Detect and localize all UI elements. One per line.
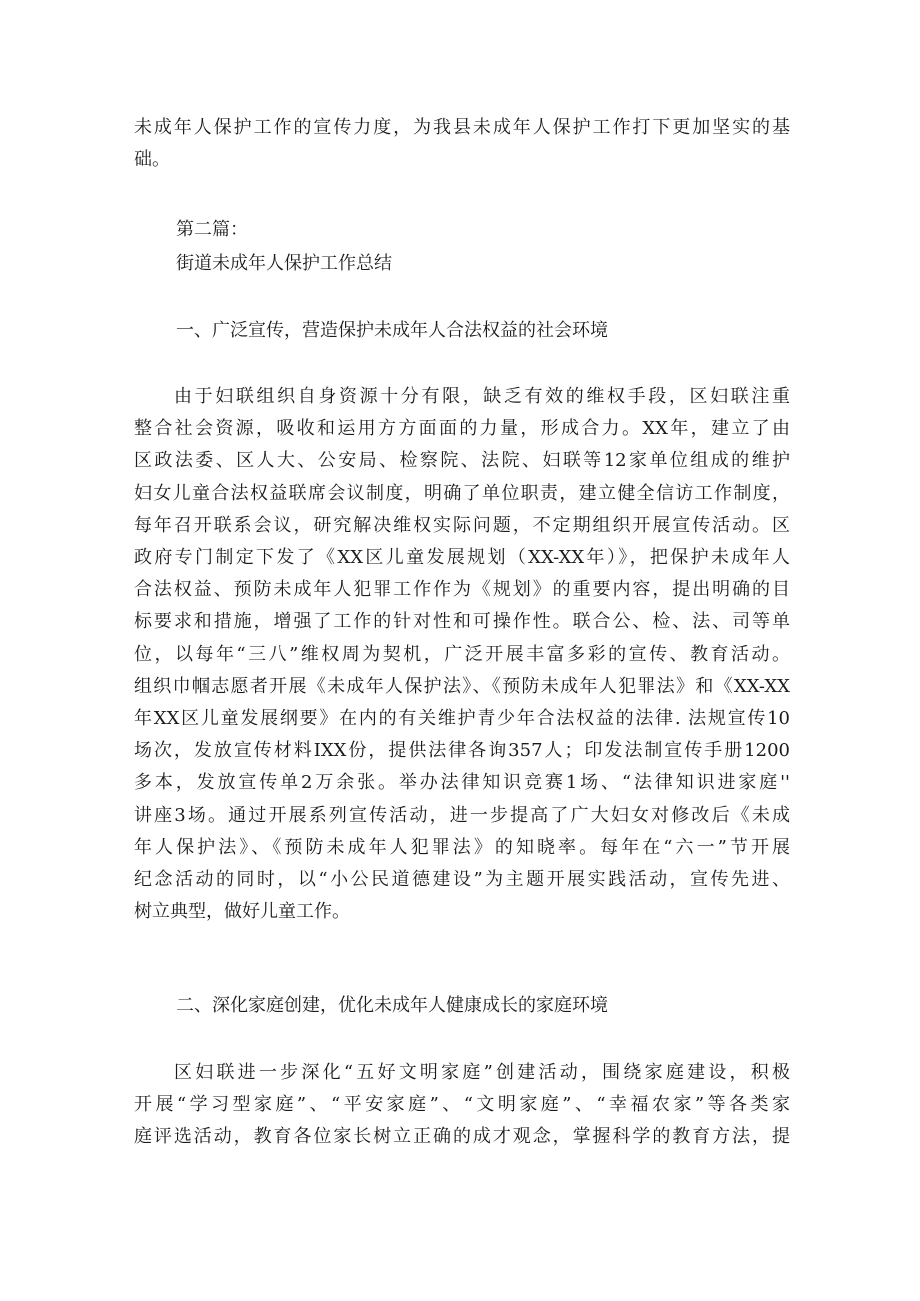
text-line: 年人保护法》、《预防未成年人犯罪法》的知晓率。每年在“六一”节开展 (134, 836, 790, 858)
text-line: 每年召开联系会议，研究解决维权实际问题，不定期组织开展宣传活动。区 (134, 514, 790, 536)
text-line: 未成年人保护工作的宣传力度，为我县未成年人保护工作打下更加坚实的基 (134, 117, 790, 138)
text-line: 础。 (134, 149, 170, 171)
text-line: 多本，发放宣传单2万余张。举办法律知识竞赛1场、“法律知识进家庭'' (134, 772, 790, 794)
text-line: 区妇联进一步深化“五好文明家庭”创建活动，围绕家庭建设，积极 (174, 1062, 790, 1083)
section-2-paragraph (134, 1057, 790, 1154)
text-line: 整合社会资源，吸收和运用方方面面的力量，形成合力。XX年，建立了由 (134, 418, 790, 440)
part-title: 街道未成年人保护工作总结 (176, 253, 392, 274)
text-line: 组织巾帼志愿者开展《未成年人保护法》、《预防未成年人犯罪法》和《XX-XX (134, 675, 790, 697)
section-1-paragraph (134, 381, 790, 928)
text-line: 合法权益、预防未成年人犯罪工作作为《规划》的重要内容，提出明确的目 (134, 579, 790, 601)
section-heading-1: 一、广泛宣传，营造保护未成年人合法权益的社会环境 (176, 320, 608, 341)
text-line: 位，以每年“三八”维权周为契机，广泛开展丰富多彩的宣传、教育活动。 (134, 643, 790, 665)
text-line: 开展“学习型家庭”、“平安家庭”、“文明家庭”、“幸福农家”等各类家 (134, 1094, 790, 1116)
intro-paragraph (134, 112, 790, 176)
text-line: 妇女儿童合法权益联席会议制度，明确了单位职责，建立健全信访工作制度， (134, 482, 790, 504)
text-line: 年XX区儿童发展纲要》在内的有关维护青少年合法权益的法律. 法规宣传10 (134, 708, 790, 730)
text-line: 由于妇联组织自身资源十分有限，缺乏有效的维权手段，区妇联注重 (174, 386, 790, 407)
text-line: 讲座3场。通过开展系列宣传活动，进一步提高了广大妇女对修改后《未成 (134, 804, 790, 826)
text-line: 场次，发放宣传材料IXX份，提供法律各询357人；印发法制宣传手册1200 (134, 740, 790, 762)
text-line: 政府专门制定下发了《XX区儿童发展规划（XX-XX年）》，把保护未成年人 (134, 547, 790, 569)
section-heading-2: 二、深化家庭创建，优化未成年人健康成长的家庭环境 (176, 995, 608, 1016)
text-line: 纪念活动的同时，以“小公民道德建设”为主题开展实践活动，宣传先进、 (134, 869, 790, 891)
text-line: 区政法委、区人大、公安局、检察院、法院、妇联等12家单位组成的维护 (134, 450, 790, 472)
text-line: 标要求和措施，增强了工作的针对性和可操作性。联合公、检、法、司等单 (134, 611, 790, 633)
text-line: 庭评选活动，教育各位家长树立正确的成才观念，掌握科学的教育方法，提 (134, 1126, 790, 1148)
text-line: 树立典型，做好儿童工作。 (134, 901, 350, 923)
part-label: 第二篇： (176, 219, 248, 240)
